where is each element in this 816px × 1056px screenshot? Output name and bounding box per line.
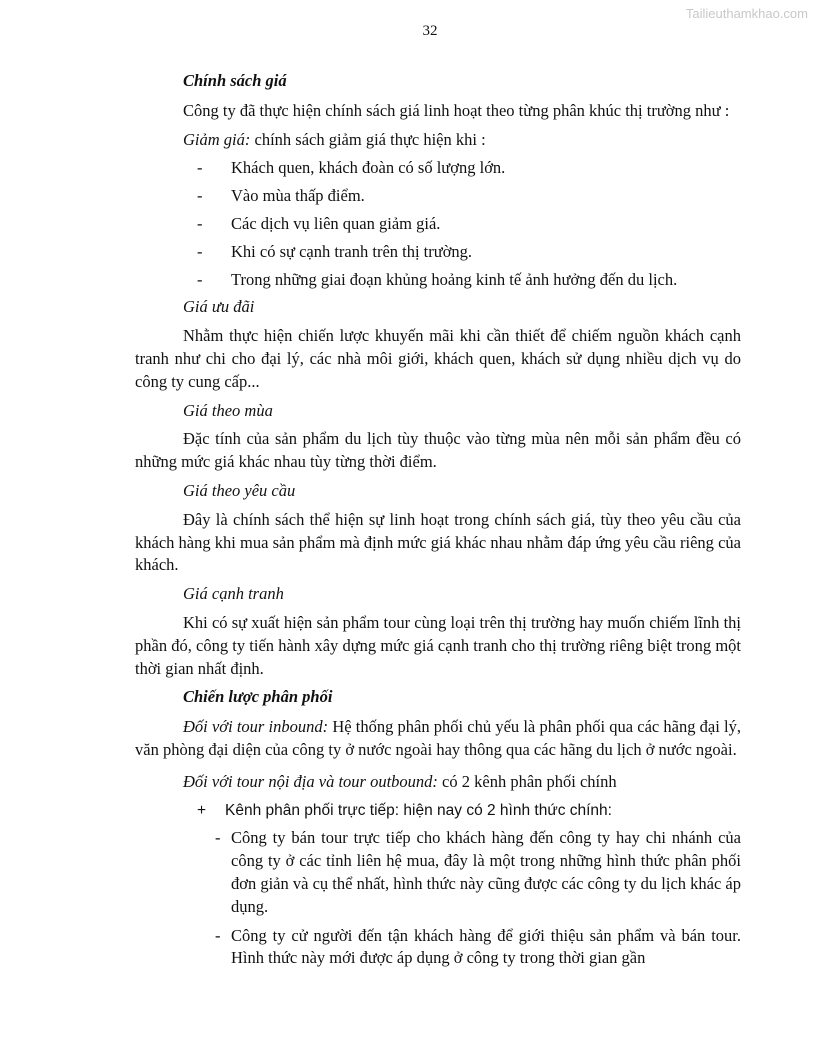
pricing-intro: Công ty đã thực hiện chính sách giá linh hoạt theo từng phân khúc thị trường như : xyxy=(183,100,730,120)
preferential-text: Nhằm thực hiện chiến lược khuyến mãi khi cần thiết để chiếm nguồn khách cạnh tranh như chi cho đại lý, các nhà môi giới, khách quen, khách sử dụng nhiều dịch vụ do công ty cung cấp... xyxy=(135,326,741,391)
subheading-seasonal: Giá theo mùa xyxy=(183,400,273,420)
discount-paragraph xyxy=(135,129,741,152)
dash-bullet: - xyxy=(215,828,221,848)
inbound-paragraph xyxy=(135,716,741,762)
domestic-paragraph xyxy=(135,771,741,794)
list-item: - Khi có sự cạnh tranh trên thị trường. xyxy=(135,241,741,264)
list-item: - Vào mùa thấp điểm. xyxy=(135,185,741,208)
seasonal-text: Đặc tính của sản phẩm du lịch tùy thuộc vào từng mùa nên mỗi sản phẩm đều có những mức giá khác nhau tùy từng thời điểm. xyxy=(135,429,741,472)
discount-label: Giảm giá: xyxy=(183,129,251,149)
dash-bullet: - xyxy=(197,158,203,178)
dash-bullet: - xyxy=(215,925,221,945)
domestic-label: Đối với tour nội địa và tour outbound: xyxy=(183,771,438,791)
competitive-text: Khi có sự xuất hiện sản phẩm tour cùng loại trên thị trường hay muốn chiếm lĩnh thị phần đó, công ty tiến hành xây dựng mức giá cạnh tranh cho thị trường riêng biệt trong một thời gian nhất định. xyxy=(135,612,741,678)
dash-bullet: - xyxy=(197,241,203,261)
watermark: Tailieuthamkhao.com xyxy=(685,6,808,21)
discount-list xyxy=(135,157,741,291)
inbound-label: Đối với tour inbound: xyxy=(183,717,329,737)
list-item: - Khách quen, khách đoàn có số lượng lớn. xyxy=(135,157,741,180)
subheading-competitive: Giá cạnh tranh xyxy=(183,584,284,604)
page-number: 32 xyxy=(422,23,438,39)
list-item: - Công ty cử người đến tận khách hàng để giới thiệu sản phẩm và bán tour. Hình thức này mới được áp dụng ở công ty trong thời gian gần xyxy=(215,925,741,968)
subheading-preferential: Giá ưu đãi xyxy=(183,297,255,317)
list-item: - Công ty bán tour trực tiếp cho khách hàng đến công ty hay chi nhánh của công ty ở các tỉnh liên hệ mua, đây là một trong những hình thức phân phối đơn giản và cụ thể nhất, hình thức này cũng được các công ty du lịch khác áp dụng. xyxy=(215,828,742,916)
list-item: - Trong những giai đoạn khủng hoảng kinh tế ảnh hưởng đến du lịch. xyxy=(135,269,741,292)
subheading-ondemand: Giá theo yêu cầu xyxy=(183,480,296,500)
dash-bullet: - xyxy=(197,186,203,206)
document-body xyxy=(135,70,741,976)
section-heading-pricing: Chính sách giá xyxy=(183,71,287,90)
plus-bullet: + xyxy=(197,801,207,819)
inbound-text: Hệ thống phân phối chủ yếu là phân phối qua các hãng đại lý, văn phòng đại diện của công ty ở nước ngoài hay thông qua các hãng du lịch ở nước ngoài. xyxy=(135,717,741,759)
direct-channel-list xyxy=(135,827,741,970)
list-item: - Các dịch vụ liên quan giảm giá. xyxy=(135,213,741,236)
ondemand-text: Đây là chính sách thể hiện sự linh hoạt trong chính sách giá, tùy theo yêu cầu của khách hàng khi mua sản phẩm mà định mức giá khác nhau nhằm đáp ứng yêu cầu riêng của khách. xyxy=(135,509,741,575)
dash-bullet: - xyxy=(197,213,203,233)
domestic-text: có 2 kênh phân phối chính xyxy=(437,771,617,791)
section-heading-distribution: Chiến lược phân phối xyxy=(183,687,333,707)
dash-bullet: - xyxy=(197,269,203,289)
discount-text: chính sách giảm giá thực hiện khi : xyxy=(250,129,486,149)
direct-channel-item: + Kênh phân phối trực tiếp: hiện nay có 2 hình thức chính: xyxy=(135,800,741,823)
